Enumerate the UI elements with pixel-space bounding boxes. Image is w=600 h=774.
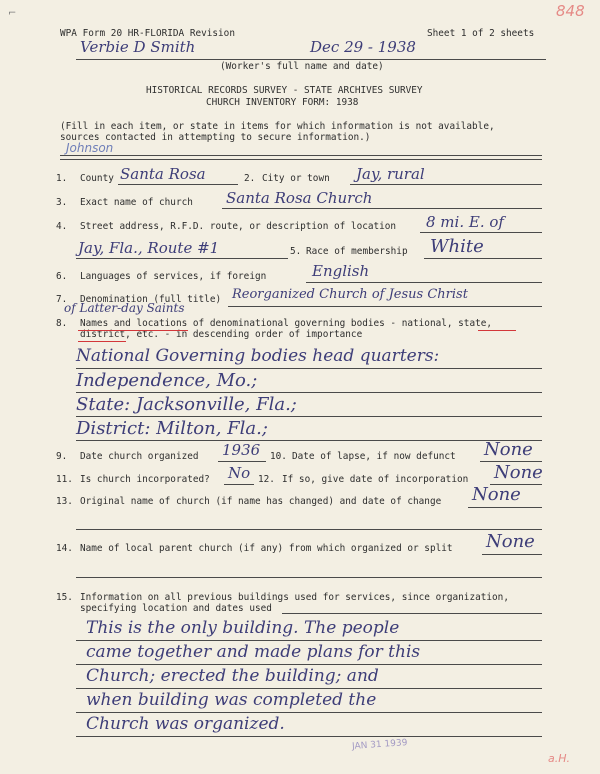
annotation: Johnson (66, 141, 114, 155)
page-number: 848 (556, 2, 585, 20)
header-divider (60, 155, 542, 160)
item-13-number: 13. (56, 496, 73, 507)
item-2-line (350, 184, 542, 185)
item-8-line-3: State: Jacksonville, Fla.; (76, 394, 297, 415)
red-underline-state (478, 330, 516, 331)
item-4-number: 4. (56, 221, 68, 232)
instructions-line-2: sources contacted in attempting to secure information.) (60, 132, 371, 143)
item-9-label: Date church organized (80, 451, 199, 462)
item-2-value: Jay, rural (356, 165, 425, 183)
item-6-label: Languages of services, if foreign (80, 271, 267, 282)
item-9-number: 9. (56, 451, 68, 462)
item-15-label-1: Information on all previous buildings used for services, since organization, (80, 592, 509, 603)
item-11-label: Is church incorporated? (80, 474, 210, 485)
item-1-number: 1. (56, 173, 68, 184)
item-11-number: 11. (56, 474, 73, 485)
item-1-label: County (80, 173, 114, 184)
item-15-line-2: came together and made plans for this (86, 642, 421, 662)
item-3-number: 3. (56, 197, 68, 208)
red-underline-district (78, 341, 126, 342)
worker-name: Verbie D Smith (80, 38, 196, 56)
item-2-number: 2. (244, 173, 256, 184)
item-14-value: None (486, 531, 535, 552)
item-7-value-b: of Latter-day Saints (64, 301, 185, 315)
item-5-number: 5. (290, 246, 302, 257)
item-15-line-1: This is the only building. The people (86, 618, 400, 638)
item-15-line-4: when building was completed the (86, 690, 377, 710)
item-9-line (218, 461, 266, 462)
worker-line (76, 59, 546, 60)
item-11-line (224, 484, 254, 485)
item-14-line (482, 554, 542, 555)
item-2-label: City or town (262, 173, 330, 184)
item-8-number: 8. (56, 318, 68, 329)
item-12-label: If so, give date of incorporation (282, 474, 469, 485)
item-14-line-2 (76, 577, 542, 578)
form-title: CHURCH INVENTORY FORM: 1938 (206, 97, 359, 108)
item-6-number: 6. (56, 271, 68, 282)
item-15-rule-3 (76, 688, 542, 689)
item-8-line-1: National Governing bodies head quarters: (76, 346, 440, 366)
item-4-value-a: 8 mi. E. of (426, 213, 504, 231)
item-3-label: Exact name of church (80, 197, 193, 208)
item-3-value: Santa Rosa Church (226, 189, 373, 207)
item-7-value-a: Reorganized Church of Jesus Christ (232, 287, 468, 302)
item-14-number: 14. (56, 543, 73, 554)
item-8-label-2: district, etc. - in descending order of importance (80, 329, 363, 340)
item-8-line-4: District: Milton, Fla.; (76, 418, 268, 439)
item-9-value: 1936 (222, 441, 261, 459)
worker-date: Dec 29 - 1938 (310, 38, 416, 56)
item-12-number: 12. (258, 474, 275, 485)
item-15-line-0 (282, 613, 542, 614)
item-13-value: None (472, 484, 521, 505)
item-13-line (468, 507, 542, 508)
reviewer-initials: a.H. (548, 752, 571, 765)
item-15-label-2: specifying location and dates used (80, 603, 272, 614)
worker-caption: (Worker's full name and date) (220, 61, 384, 72)
item-7-number: 7. (56, 294, 68, 305)
item-3-line (222, 208, 542, 209)
item-1-line (118, 184, 238, 185)
item-5-label: Race of membership (306, 246, 408, 257)
item-7-label: Denomination (full title) (80, 294, 222, 305)
item-15-rule-4 (76, 712, 542, 713)
item-15-rule-5 (76, 736, 542, 737)
item-10-number: 10. (270, 451, 287, 462)
item-15-line-3: Church; erected the building; and (86, 666, 379, 686)
form-id: WPA Form 20 HR-FLORIDA Revision (60, 28, 235, 39)
item-8-rule-1 (76, 368, 542, 369)
item-6-line (306, 282, 542, 283)
item-4-value-b: Jay, Fla., Route #1 (78, 239, 220, 257)
item-12-value: None (494, 462, 543, 483)
item-15-line-5: Church was organized. (86, 714, 285, 734)
corner-mark: ⌐ (8, 8, 17, 19)
item-13-line-2 (76, 529, 542, 530)
red-underline-names (78, 330, 188, 331)
item-14-label: Name of local parent church (if any) from which organized or split (80, 543, 453, 554)
item-4-line-b (76, 258, 288, 259)
item-10-value: None (484, 439, 533, 460)
item-11-value: No (228, 464, 251, 482)
item-13-label: Original name of church (if name has changed) and date of change (80, 496, 442, 507)
item-8-line-2: Independence, Mo.; (76, 370, 258, 391)
item-8-label-1: Names and locations of denominational governing bodies - national, state, (80, 318, 493, 329)
item-5-value: White (430, 236, 484, 257)
item-4-line-a (420, 232, 542, 233)
item-10-label: Date of lapse, if now defunct (292, 451, 456, 462)
item-5-line (424, 258, 542, 259)
item-8-rule-3 (76, 416, 542, 417)
item-6-value: English (312, 262, 370, 280)
item-8-rule-4 (76, 440, 542, 441)
item-15-number: 15. (56, 592, 73, 603)
item-15-rule-2 (76, 664, 542, 665)
instructions-line-1: (Fill in each item, or state in items for which information is not available, (60, 121, 495, 132)
item-1-value: Santa Rosa (120, 165, 206, 183)
sheet-count: Sheet 1 of 2 sheets (427, 28, 535, 39)
survey-title: HISTORICAL RECORDS SURVEY - STATE ARCHIVES SURVEY (146, 85, 423, 96)
item-4-label: Street address, R.F.D. route, or description of location (80, 221, 397, 232)
item-15-rule-1 (76, 640, 542, 641)
received-stamp: JAN 31 1939 (351, 738, 408, 752)
item-8-rule-2 (76, 392, 542, 393)
item-7-line (228, 306, 542, 307)
